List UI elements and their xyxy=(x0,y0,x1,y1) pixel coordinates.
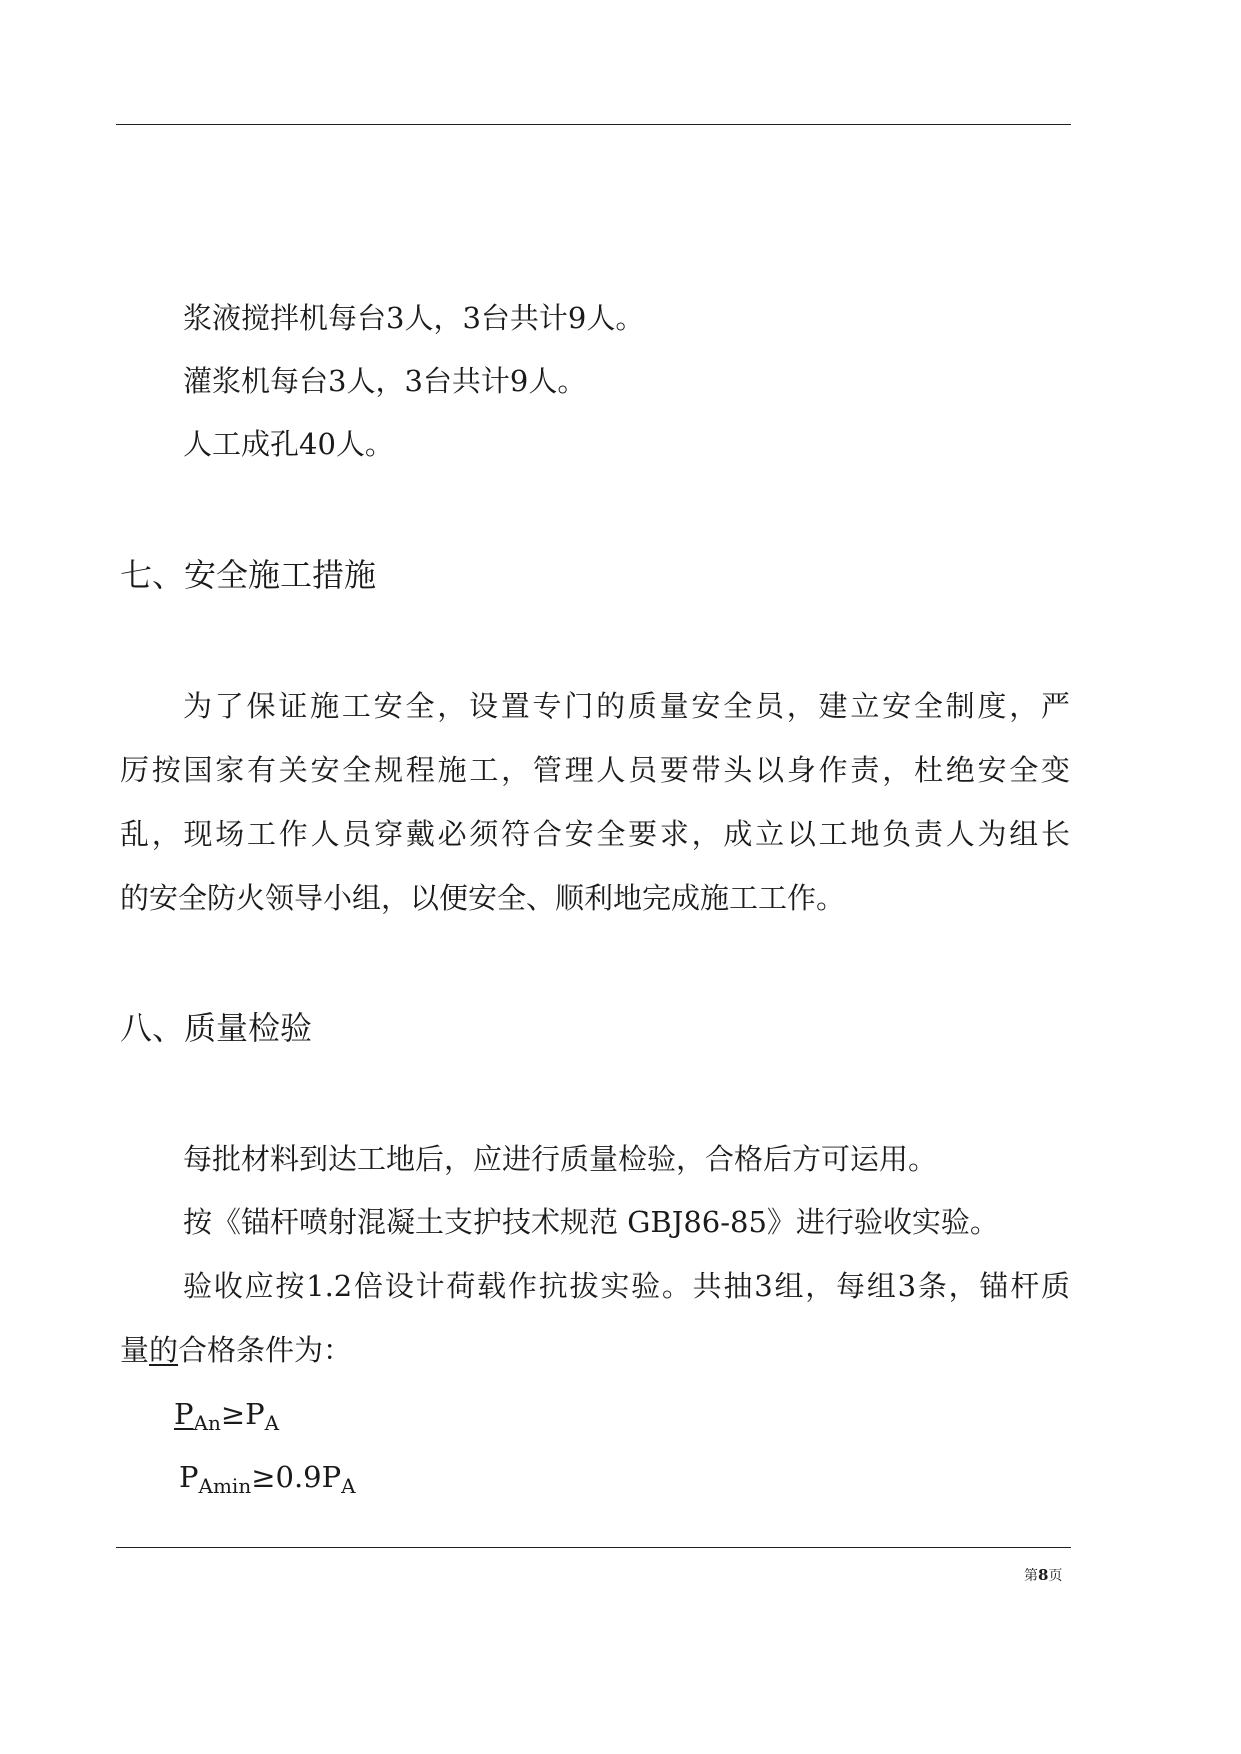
section-8-material-check: 每批材料到达工地后，应进行质量检验，合格后方可运用。 xyxy=(183,1142,938,1176)
section-8-acceptance-line-1: 验收应按1.2倍设计荷载作抗拔实验。共抽3组，每组3条，锚杆质 xyxy=(183,1269,1070,1303)
page-number-prefix: 第 xyxy=(1024,1568,1038,1584)
header-rule xyxy=(116,124,1071,125)
section-7-paragraph-line-1: 为了保证施工安全，设置专门的质量安全员，建立安全制度，严 xyxy=(183,689,1070,723)
formula-subscript: A xyxy=(341,1474,356,1498)
formula-subscript: An xyxy=(193,1411,221,1435)
formula-pan xyxy=(174,1396,279,1441)
text-segment: 合格条件为： xyxy=(178,1333,353,1367)
section-7-paragraph-line-4: 的安全防火领导小组，以便安全、顺利地完成施工工作。 xyxy=(120,881,846,915)
formula-operator: ≥0.9P xyxy=(251,1460,342,1494)
staff-mixer-line: 浆液搅拌机每台3人，3台共计9人。 xyxy=(183,301,645,335)
section-7-paragraph-line-3: 乱，现场工作人员穿戴必须符合安全要求，成立以工地负责人为组长 xyxy=(120,817,1070,851)
page-number xyxy=(1024,1566,1062,1585)
staff-grouting-line: 灌浆机每台3人，3台共计9人。 xyxy=(183,364,587,398)
section-8-acceptance-line-2 xyxy=(120,1332,352,1368)
formula-symbol: P xyxy=(179,1460,199,1494)
formula-subscript: A xyxy=(264,1411,280,1435)
formula-subscript: Amin xyxy=(198,1474,252,1498)
page-number-suffix: 页 xyxy=(1048,1568,1063,1584)
formula-operator: ≥P xyxy=(220,1397,265,1431)
staff-drilling-line: 人工成孔40人。 xyxy=(183,427,394,461)
page-number-value: 8 xyxy=(1038,1566,1049,1584)
section-7-paragraph-line-2: 厉按国家有关安全规程施工，管理人员要带头以身作责，杜绝安全变 xyxy=(120,753,1070,787)
section-8-heading: 八、质量检验 xyxy=(120,1009,313,1047)
formula-symbol: P xyxy=(174,1397,194,1431)
section-8-standard-line: 按《锚杆喷射混凝土支护技术规范 GBJ86-85》进行验收实验。 xyxy=(183,1205,999,1239)
underlined-text: 的 xyxy=(149,1333,179,1367)
text-segment: 量 xyxy=(120,1333,150,1367)
formula-pamin xyxy=(179,1459,356,1504)
footer-rule xyxy=(116,1547,1071,1548)
section-7-heading: 七、安全施工措施 xyxy=(120,556,377,594)
